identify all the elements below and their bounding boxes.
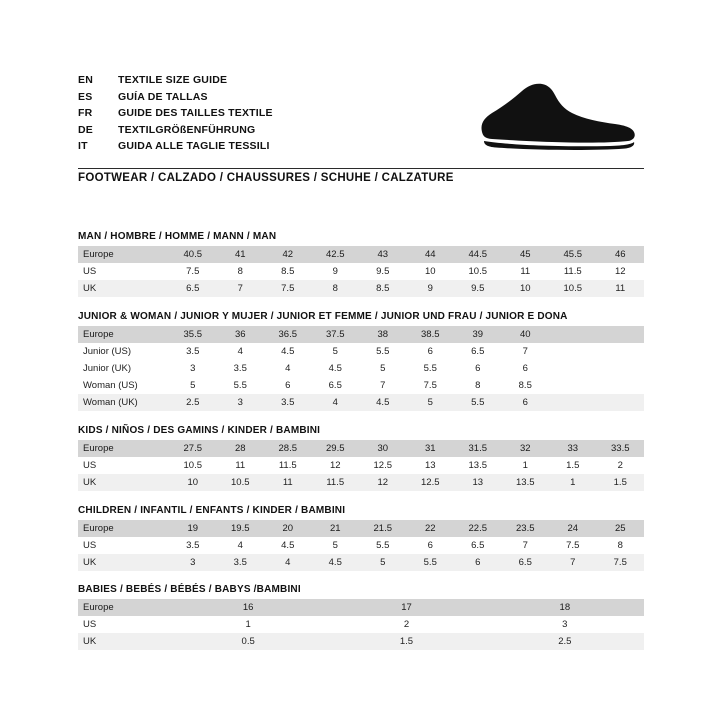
cell: 22 xyxy=(407,520,455,537)
table-row xyxy=(78,537,644,554)
row-label: US xyxy=(78,263,169,280)
cell: 9.5 xyxy=(359,263,407,280)
cell: 0.5 xyxy=(169,633,327,650)
cell xyxy=(549,394,597,411)
cell: 4 xyxy=(264,554,312,571)
row-label: US xyxy=(78,616,169,633)
table-row xyxy=(78,616,644,633)
cell: 5 xyxy=(312,343,360,360)
cell: 13.5 xyxy=(502,474,550,491)
row-label: Europe xyxy=(78,440,169,457)
section-junior-woman xyxy=(78,311,644,411)
cell: 37.5 xyxy=(312,326,360,343)
cell: 11.5 xyxy=(264,457,312,474)
cell: 11 xyxy=(217,457,265,474)
cell: 8.5 xyxy=(502,377,550,394)
row-label: Junior (UK) xyxy=(78,360,169,377)
cell: 6.5 xyxy=(169,280,217,297)
cell: 9.5 xyxy=(454,280,502,297)
cell: 5 xyxy=(312,537,360,554)
cell xyxy=(597,326,645,343)
cell: 21.5 xyxy=(359,520,407,537)
cell: 22.5 xyxy=(454,520,502,537)
language-code: FR xyxy=(78,107,93,119)
cell: 10 xyxy=(502,280,550,297)
language-row xyxy=(78,107,498,124)
language-title: GUIDA ALLE TAGLIE TESSILI xyxy=(118,140,270,152)
cell: 1.5 xyxy=(597,474,645,491)
cell: 4.5 xyxy=(264,537,312,554)
table-row xyxy=(78,377,644,394)
cell: 5 xyxy=(359,554,407,571)
cell: 9 xyxy=(407,280,455,297)
cell: 5 xyxy=(407,394,455,411)
cell: 13 xyxy=(454,474,502,491)
cell: 9 xyxy=(312,263,360,280)
cell: 8 xyxy=(217,263,265,280)
cell: 3.5 xyxy=(217,554,265,571)
cell: 42 xyxy=(264,246,312,263)
cell: 4.5 xyxy=(312,554,360,571)
table-row xyxy=(78,280,644,297)
section-children xyxy=(78,505,644,571)
cell: 10.5 xyxy=(217,474,265,491)
section-title: MAN / HOMBRE / HOMME / MANN / MAN xyxy=(78,231,277,242)
row-label: Europe xyxy=(78,599,169,616)
cell: 19 xyxy=(169,520,217,537)
language-header xyxy=(78,74,498,157)
cell: 12 xyxy=(312,457,360,474)
cell: 43 xyxy=(359,246,407,263)
table-row xyxy=(78,474,644,491)
cell: 7 xyxy=(502,343,550,360)
section-title: CHILDREN / INFANTIL / ENFANTS / KINDER / BAMBINI xyxy=(78,505,346,516)
cell: 8 xyxy=(597,537,645,554)
language-row xyxy=(78,140,498,157)
cell: 10.5 xyxy=(549,280,597,297)
cell: 38.5 xyxy=(407,326,455,343)
cell: 6.5 xyxy=(312,377,360,394)
cell: 40.5 xyxy=(169,246,217,263)
table-row xyxy=(78,326,644,343)
cell: 4 xyxy=(217,343,265,360)
size-table-kids xyxy=(78,440,644,491)
cell: 3 xyxy=(217,394,265,411)
cell: 1.5 xyxy=(549,457,597,474)
cell: 1 xyxy=(549,474,597,491)
row-label: Europe xyxy=(78,520,169,537)
cell: 17 xyxy=(327,599,485,616)
cell: 31.5 xyxy=(454,440,502,457)
cell: 3.5 xyxy=(217,360,265,377)
cell: 5.5 xyxy=(407,554,455,571)
cell: 5 xyxy=(169,377,217,394)
cell: 11 xyxy=(597,280,645,297)
section-title: KIDS / NIÑOS / DES GAMINS / KINDER / BAMBINI xyxy=(78,425,321,436)
cell: 12.5 xyxy=(359,457,407,474)
cell: 2 xyxy=(327,616,485,633)
language-code: EN xyxy=(78,74,93,86)
cell: 35.5 xyxy=(169,326,217,343)
cell: 2.5 xyxy=(486,633,644,650)
cell: 33 xyxy=(549,440,597,457)
table-row xyxy=(78,263,644,280)
table-row xyxy=(78,599,644,616)
language-title: TEXTILGRÖßENFÜHRUNG xyxy=(118,123,256,136)
cell: 23.5 xyxy=(502,520,550,537)
cell: 20 xyxy=(264,520,312,537)
footwear-category-title: FOOTWEAR / CALZADO / CHAUSSURES / SCHUHE / CALZATURE xyxy=(78,172,454,184)
cell: 7.5 xyxy=(597,554,645,571)
cell: 7.5 xyxy=(264,280,312,297)
table-row xyxy=(78,360,644,377)
cell: 8 xyxy=(312,280,360,297)
cell: 4 xyxy=(312,394,360,411)
cell: 10.5 xyxy=(169,457,217,474)
row-label: US xyxy=(78,457,169,474)
cell: 41 xyxy=(217,246,265,263)
cell: 6.5 xyxy=(454,537,502,554)
cell xyxy=(549,377,597,394)
cell xyxy=(597,360,645,377)
cell: 40 xyxy=(502,326,550,343)
cell: 5.5 xyxy=(359,537,407,554)
cell: 7 xyxy=(549,554,597,571)
table-row xyxy=(78,520,644,537)
language-row xyxy=(78,74,498,91)
cell: 3.5 xyxy=(264,394,312,411)
cell: 5.5 xyxy=(217,377,265,394)
cell: 4.5 xyxy=(264,343,312,360)
cell: 27.5 xyxy=(169,440,217,457)
cell: 36 xyxy=(217,326,265,343)
cell xyxy=(549,360,597,377)
cell xyxy=(597,343,645,360)
cell: 1 xyxy=(169,616,327,633)
cell: 6.5 xyxy=(454,343,502,360)
cell: 16 xyxy=(169,599,327,616)
cell: 8 xyxy=(454,377,502,394)
table-row xyxy=(78,633,644,650)
table-row xyxy=(78,554,644,571)
cell: 18 xyxy=(486,599,644,616)
cell: 2.5 xyxy=(169,394,217,411)
cell: 42.5 xyxy=(312,246,360,263)
cell: 12 xyxy=(597,263,645,280)
cell: 11 xyxy=(264,474,312,491)
cell: 6 xyxy=(454,360,502,377)
row-label: UK xyxy=(78,554,169,571)
cell: 25 xyxy=(597,520,645,537)
cell: 4.5 xyxy=(359,394,407,411)
cell: 4 xyxy=(217,537,265,554)
cell: 7 xyxy=(217,280,265,297)
cell: 39 xyxy=(454,326,502,343)
cell: 7.5 xyxy=(549,537,597,554)
cell: 36.5 xyxy=(264,326,312,343)
cell: 19.5 xyxy=(217,520,265,537)
section-kids xyxy=(78,425,644,491)
size-table-man xyxy=(78,246,644,297)
cell: 45.5 xyxy=(549,246,597,263)
language-title: GUIDE DES TAILLES TEXTILE xyxy=(118,107,273,119)
table-row xyxy=(78,394,644,411)
cell: 45 xyxy=(502,246,550,263)
cell: 6 xyxy=(502,360,550,377)
cell xyxy=(549,326,597,343)
cell: 46 xyxy=(597,246,645,263)
cell: 3.5 xyxy=(169,537,217,554)
row-label: Woman (US) xyxy=(78,377,169,394)
section-title: BABIES / BEBÉS / BÉBÉS / BABYS /BAMBINI xyxy=(78,584,301,595)
row-label: UK xyxy=(78,633,169,650)
cell: 13 xyxy=(407,457,455,474)
cell: 28 xyxy=(217,440,265,457)
cell: 6 xyxy=(407,343,455,360)
cell: 13.5 xyxy=(454,457,502,474)
cell: 6 xyxy=(264,377,312,394)
cell: 28.5 xyxy=(264,440,312,457)
table-row xyxy=(78,440,644,457)
row-label: Woman (UK) xyxy=(78,394,169,411)
cell: 4 xyxy=(264,360,312,377)
cell: 8.5 xyxy=(264,263,312,280)
section-title: JUNIOR & WOMAN / JUNIOR Y MUJER / JUNIOR ET FEMME / JUNIOR UND FRAU / JUNIOR E DONA xyxy=(78,311,568,322)
cell: 29.5 xyxy=(312,440,360,457)
cell: 5.5 xyxy=(454,394,502,411)
row-label: Junior (US) xyxy=(78,343,169,360)
cell: 21 xyxy=(312,520,360,537)
cell: 32 xyxy=(502,440,550,457)
cell: 7.5 xyxy=(407,377,455,394)
cell: 11.5 xyxy=(312,474,360,491)
cell: 11 xyxy=(502,263,550,280)
cell: 44.5 xyxy=(454,246,502,263)
cell: 1.5 xyxy=(327,633,485,650)
cell: 10.5 xyxy=(454,263,502,280)
cell: 31 xyxy=(407,440,455,457)
cell: 3 xyxy=(169,554,217,571)
cell: 24 xyxy=(549,520,597,537)
cell xyxy=(597,377,645,394)
table-row xyxy=(78,246,644,263)
cell: 33.5 xyxy=(597,440,645,457)
cell: 30 xyxy=(359,440,407,457)
cell: 7 xyxy=(502,537,550,554)
cell: 3 xyxy=(169,360,217,377)
row-label: UK xyxy=(78,280,169,297)
cell xyxy=(549,343,597,360)
cell: 3 xyxy=(486,616,644,633)
row-label: US xyxy=(78,537,169,554)
language-title: GUÍA DE TALLAS xyxy=(118,90,208,103)
dress-shoe-icon xyxy=(460,78,640,156)
cell: 44 xyxy=(407,246,455,263)
cell: 4.5 xyxy=(312,360,360,377)
language-title: TEXTILE SIZE GUIDE xyxy=(118,74,228,86)
cell: 7 xyxy=(359,377,407,394)
cell: 10 xyxy=(407,263,455,280)
language-code: DE xyxy=(78,123,93,136)
footwear-divider xyxy=(78,168,644,169)
cell: 7.5 xyxy=(169,263,217,280)
cell: 11.5 xyxy=(549,263,597,280)
cell xyxy=(597,394,645,411)
cell: 1 xyxy=(502,457,550,474)
language-code: ES xyxy=(78,90,93,103)
cell: 6.5 xyxy=(502,554,550,571)
language-code: IT xyxy=(78,140,88,152)
cell: 6 xyxy=(502,394,550,411)
section-man xyxy=(78,231,644,297)
size-table-junior-woman xyxy=(78,326,644,411)
table-row xyxy=(78,343,644,360)
cell: 10 xyxy=(169,474,217,491)
row-label: UK xyxy=(78,474,169,491)
table-row xyxy=(78,457,644,474)
cell: 3.5 xyxy=(169,343,217,360)
cell: 2 xyxy=(597,457,645,474)
cell: 6 xyxy=(407,537,455,554)
row-label: Europe xyxy=(78,246,169,263)
size-table-babies xyxy=(78,599,644,650)
cell: 5.5 xyxy=(359,343,407,360)
cell: 5 xyxy=(359,360,407,377)
language-row xyxy=(78,91,498,108)
cell: 8.5 xyxy=(359,280,407,297)
section-babies xyxy=(78,584,644,650)
cell: 5.5 xyxy=(407,360,455,377)
cell: 12 xyxy=(359,474,407,491)
size-table-children xyxy=(78,520,644,571)
language-row xyxy=(78,124,498,141)
cell: 12.5 xyxy=(407,474,455,491)
cell: 38 xyxy=(359,326,407,343)
cell: 6 xyxy=(454,554,502,571)
row-label: Europe xyxy=(78,326,169,343)
